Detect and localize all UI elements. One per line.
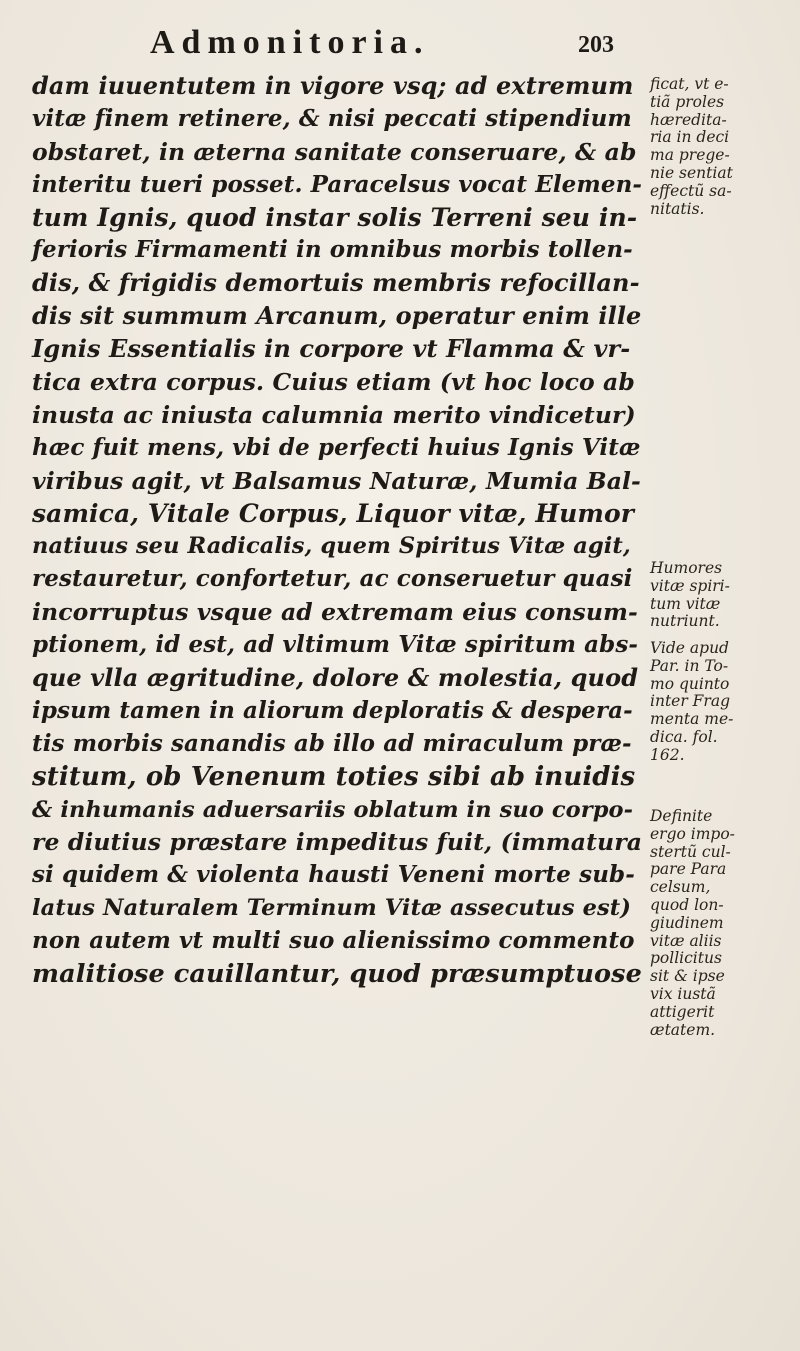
margin-note-line: pollicitus xyxy=(650,949,722,968)
margin-note-line: stertũ cul- xyxy=(650,842,731,861)
text-line: & inhumanis aduersariis oblatum in suo corpo- xyxy=(32,796,634,823)
margin-note-line: nutriunt. xyxy=(650,612,720,631)
margin-note-line: menta me- xyxy=(650,710,734,729)
margin-note-line: celsum, xyxy=(650,878,711,897)
text-line: hæc fuit mens, vbi de perfecti huius Ignis Vitæ xyxy=(32,433,641,461)
text-line: latus Naturalem Terminum Vitæ assecutus est) xyxy=(32,895,632,922)
main-text-block xyxy=(32,70,642,991)
text-line: dis sit summum Arcanum, operatur enim ille xyxy=(32,301,642,331)
margin-note-line: tum vitæ xyxy=(650,594,721,613)
text-line: Ignis Essentialis in corpore vt Flamma & vr- xyxy=(32,334,631,364)
text-line: tis morbis sanandis ab illo ad miraculum præ- xyxy=(32,729,632,757)
margin-note-line: hæredita- xyxy=(650,110,727,129)
margin-note xyxy=(650,560,792,631)
margin-note-line: attigerit xyxy=(650,1002,715,1021)
margin-note-line: nie sentiat xyxy=(650,163,733,182)
margin-note-line: ætatem. xyxy=(650,1020,716,1039)
text-line: obstaret, in æterna sanitate conseruare, & ab xyxy=(32,137,637,166)
margin-note-line: pare Para xyxy=(650,860,727,879)
margin-note-line: ficat, vt e- xyxy=(650,75,729,93)
text-line: samica, Vitale Corpus, Liquor vitæ, Humor xyxy=(32,498,634,528)
running-head: Admonitoria. xyxy=(150,24,430,61)
margin-note-line: Par. in To- xyxy=(650,656,729,675)
margin-note-line: giudinem xyxy=(650,913,724,932)
margin-note-line: sit & ipse xyxy=(650,967,725,986)
margin-note-line: effectũ sa- xyxy=(650,181,732,200)
margin-note-line: ma prege- xyxy=(650,146,730,165)
text-line: interitu tueri posset. Paracelsus vocat Elemen- xyxy=(32,170,643,198)
text-line: ipsum tamen in aliorum deploratis & despera- xyxy=(32,696,633,724)
text-line: dis, & frigidis demortuis membris refocillan- xyxy=(32,268,640,298)
margin-note-line: dica. fol. xyxy=(650,727,718,746)
margin-note-line: Humores xyxy=(650,559,723,577)
margin-note-line: nitatis. xyxy=(650,199,705,218)
margin-note-line: 162. xyxy=(650,745,685,764)
text-line: ferioris Firmamenti in omnibus morbis tollen- xyxy=(32,236,633,264)
margin-note xyxy=(650,76,792,218)
margin-note-line: vitæ aliis xyxy=(650,931,722,950)
margin-note xyxy=(650,640,792,765)
text-line: viribus agit, vt Balsamus Naturæ, Mumia Bal- xyxy=(32,466,641,495)
margin-note-line: tiã proles xyxy=(650,92,725,111)
text-line: tica extra corpus. Cuius etiam (vt hoc loco ab xyxy=(32,368,635,397)
text-line: natiuus seu Radicalis, quem Spiritus Vitæ agit, xyxy=(32,533,631,560)
margin-note xyxy=(650,808,792,1039)
text-line: restauretur, confortetur, ac conseruetur quasi xyxy=(32,565,633,593)
text-line: malitiose cauillantur, quod præsumptuose xyxy=(32,959,642,990)
text-line: stitum, ob Venenum toties sibi ab inuidis xyxy=(32,761,636,792)
margin-note-line: vix iustã xyxy=(650,984,716,1003)
page-header xyxy=(0,14,800,64)
margin-note-line: vitæ spiri- xyxy=(650,576,730,595)
text-line: vitæ finem retinere, & nisi peccati stipendium xyxy=(32,104,632,132)
margin-note-line: inter Frag xyxy=(650,692,731,711)
text-line: si quidem & violenta hausti Veneni morte sub- xyxy=(32,861,635,889)
page-number: 203 xyxy=(578,32,614,58)
margin-note-line: mo quinto xyxy=(650,674,730,693)
margin-note-line: quod lon- xyxy=(650,895,724,914)
margin-note-line: ria in deci xyxy=(650,128,730,147)
text-line: re diutius præstare impeditus fuit, (immatura xyxy=(32,828,643,857)
text-line: ptionem, id est, ad vltimum Vitæ spiritum abs- xyxy=(32,631,639,659)
text-line: dam iuuentutem in vigore vsq; ad extremum xyxy=(32,71,634,100)
margin-note-line: Vide apud xyxy=(650,639,729,657)
text-line: tum Ignis, quod instar solis Terreni seu in- xyxy=(32,202,638,232)
margin-note-line: Definite xyxy=(650,807,713,825)
text-line: que vlla ægritudine, dolore & molestia, quod xyxy=(32,663,639,693)
text-line: inusta ac iniusta calumnia merito vindicetur) xyxy=(32,400,636,429)
margin-note-line: ergo impo- xyxy=(650,824,735,843)
text-line: non autem vt multi suo alienissimo commento xyxy=(32,927,635,955)
text-line: incorruptus vsque ad extremam eius consum- xyxy=(32,598,638,627)
